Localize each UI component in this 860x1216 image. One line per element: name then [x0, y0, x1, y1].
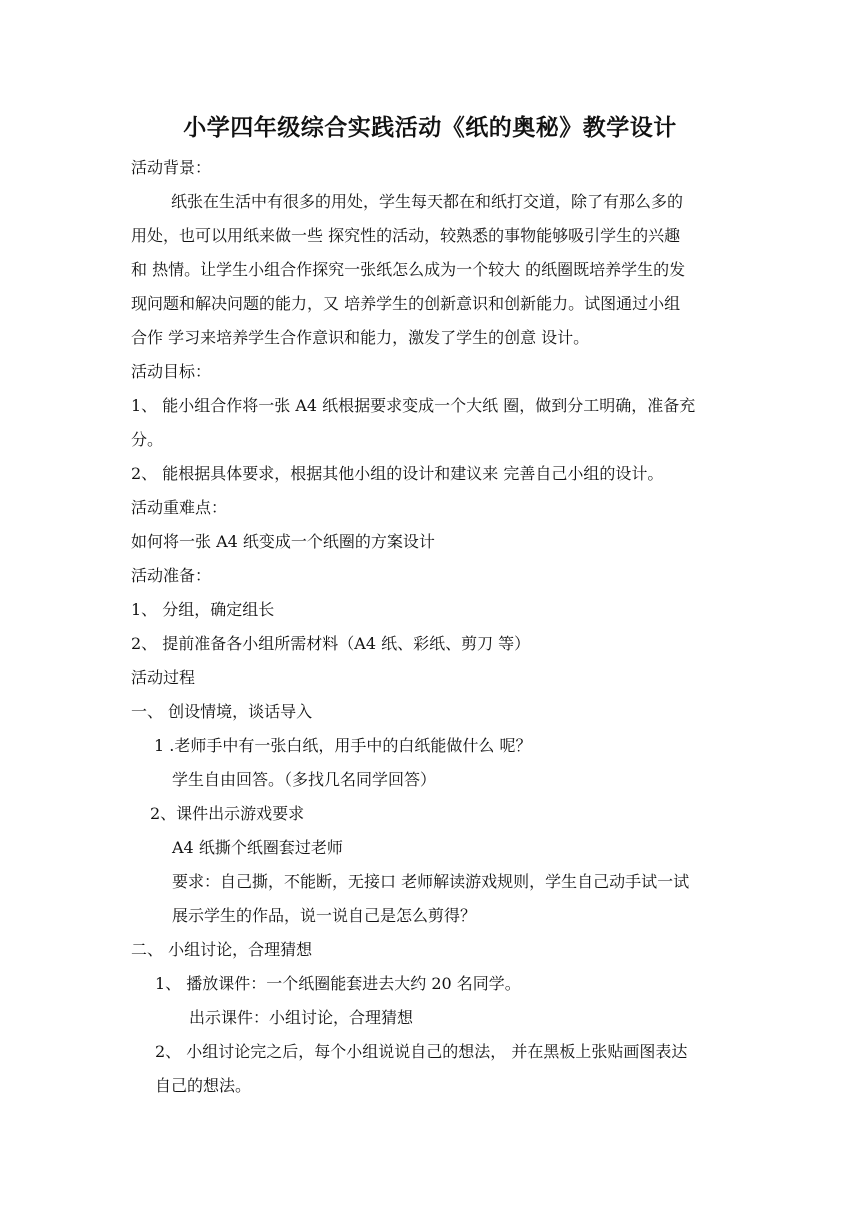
list-item-continuation: 自己的想法。	[155, 1076, 252, 1095]
list-item: 1、 播放课件：一个纸圈能套进去大约 20 名同学。	[155, 974, 521, 993]
step-heading: 一、 创设情境，谈话导入	[131, 702, 313, 721]
section-heading-preparation: 活动准备：	[131, 566, 212, 585]
paragraph-line: 展示学生的作品，说一说自己是怎么剪得？	[172, 906, 477, 925]
paragraph-line: 现问题和解决问题的能力，又 培养学生的创新意识和创新能力。试图通过小组	[131, 294, 681, 313]
list-item: 1 .老师手中有一张白纸，用手中的白纸能做什么 呢？	[154, 736, 532, 755]
section-heading-goals: 活动目标：	[131, 362, 212, 381]
paragraph-line: 和 热情。让学生小组合作探究一张纸怎么成为一个较大 的纸圈既培养学生的发	[131, 260, 686, 279]
section-heading-process: 活动过程	[131, 668, 196, 687]
paragraph-line: 要求：自己撕，不能断，无接口 老师解读游戏规则，学生自己动手试一试	[172, 872, 690, 891]
list-item: 2、 提前准备各小组所需材料（A4 纸、彩纸、剪刀 等）	[131, 634, 531, 653]
list-item-continuation: 分。	[131, 430, 164, 449]
list-item: 2、 小组讨论完之后，每个小组说说自己的想法， 并在黑板上张贴画图表达	[155, 1042, 688, 1061]
paragraph-line: 合作 学习来培养学生合作意识和能力，激发了学生的创意 设计。	[131, 328, 590, 347]
list-item: 1、 分组，确定组长	[131, 600, 275, 619]
paragraph-line: 如何将一张 A4 纸变成一个纸圈的方案设计	[131, 532, 435, 551]
list-item: 1、 能小组合作将一张 A4 纸根据要求变成一个大纸 圈，做到分工明确，准备充	[131, 396, 696, 415]
paragraph-line: 纸张在生活中有很多的用处，学生每天都在和纸打交道，除了有那么多的	[171, 192, 684, 211]
list-item: 2、课件出示游戏要求	[150, 804, 305, 823]
list-item: 2、 能根据具体要求，根据其他小组的设计和建议来 完善自己小组的设计。	[131, 464, 664, 483]
step-heading: 二、 小组讨论，合理猜想	[131, 940, 313, 959]
paragraph-line: 学生自由回答。（多找几名同学回答）	[172, 770, 437, 789]
section-heading-background: 活动背景：	[131, 158, 212, 177]
paragraph-line: 用处，也可以用纸来做一些 探究性的活动，较熟悉的事物能够吸引学生的兴趣	[131, 226, 681, 245]
document-title: 小学四年级综合实践活动《纸的奥秘》教学设计	[183, 114, 677, 141]
paragraph-line: A4 纸撕个纸圈套过老师	[172, 838, 343, 857]
paragraph-line: 出示课件：小组讨论，合理猜想	[189, 1008, 414, 1027]
section-heading-key-points: 活动重难点：	[131, 498, 228, 517]
